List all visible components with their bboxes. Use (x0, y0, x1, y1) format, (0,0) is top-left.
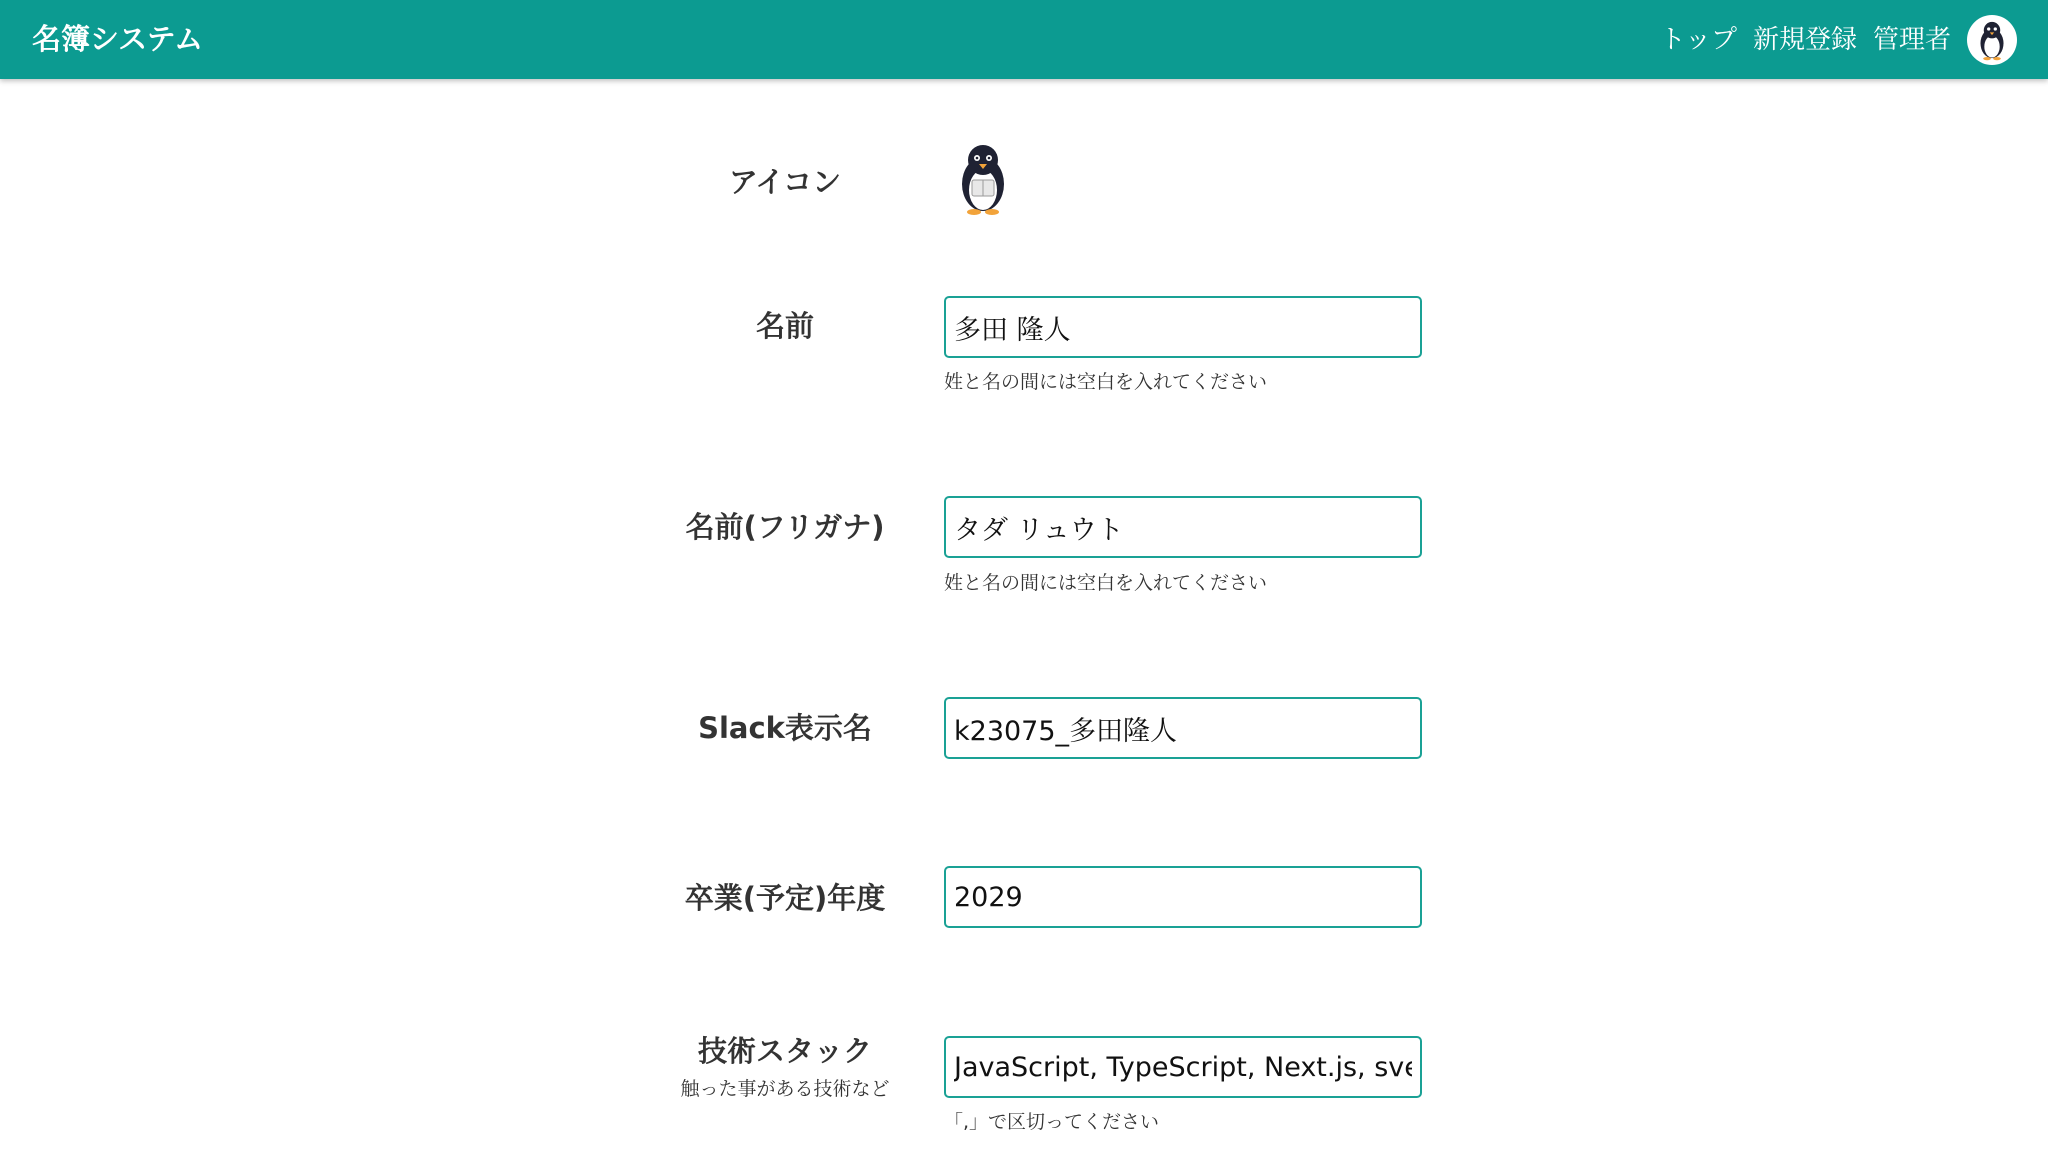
icon-preview[interactable] (952, 140, 1014, 216)
slack-field[interactable] (944, 697, 1422, 759)
name-field[interactable] (944, 296, 1422, 358)
kana-hint: 姓と名の間には空白を入れてください (944, 572, 1268, 594)
name-label: 名前 (755, 309, 814, 343)
icon-label: アイコン (728, 165, 842, 199)
stack-sublabel: 触った事がある技術など (680, 1078, 890, 1100)
penguin-icon (1975, 19, 2009, 61)
stack-hint: 「,」で区切ってください (944, 1111, 1160, 1133)
kana-field[interactable] (944, 496, 1422, 558)
kana-label: 名前(フリガナ) (685, 510, 885, 544)
stack-label: 技術スタック (697, 1034, 872, 1068)
stack-field[interactable] (944, 1036, 1422, 1098)
graduation-label: 卒業(予定)年度 (684, 881, 886, 915)
name-hint: 姓と名の間には空白を入れてください (944, 371, 1268, 393)
app-header (0, 0, 2048, 79)
nav-link-top[interactable]: トップ (1659, 25, 1737, 55)
avatar[interactable] (1967, 15, 2017, 65)
slack-label: Slack表示名 (698, 711, 872, 745)
nav-link-admin[interactable]: 管理者 (1872, 25, 1951, 55)
header-nav (1660, 15, 2017, 65)
graduation-field[interactable] (944, 866, 1422, 928)
brand-title[interactable]: 名簿システム (32, 22, 204, 56)
penguin-icon (952, 140, 1014, 216)
nav-link-register[interactable]: 新規登録 (1752, 25, 1857, 55)
